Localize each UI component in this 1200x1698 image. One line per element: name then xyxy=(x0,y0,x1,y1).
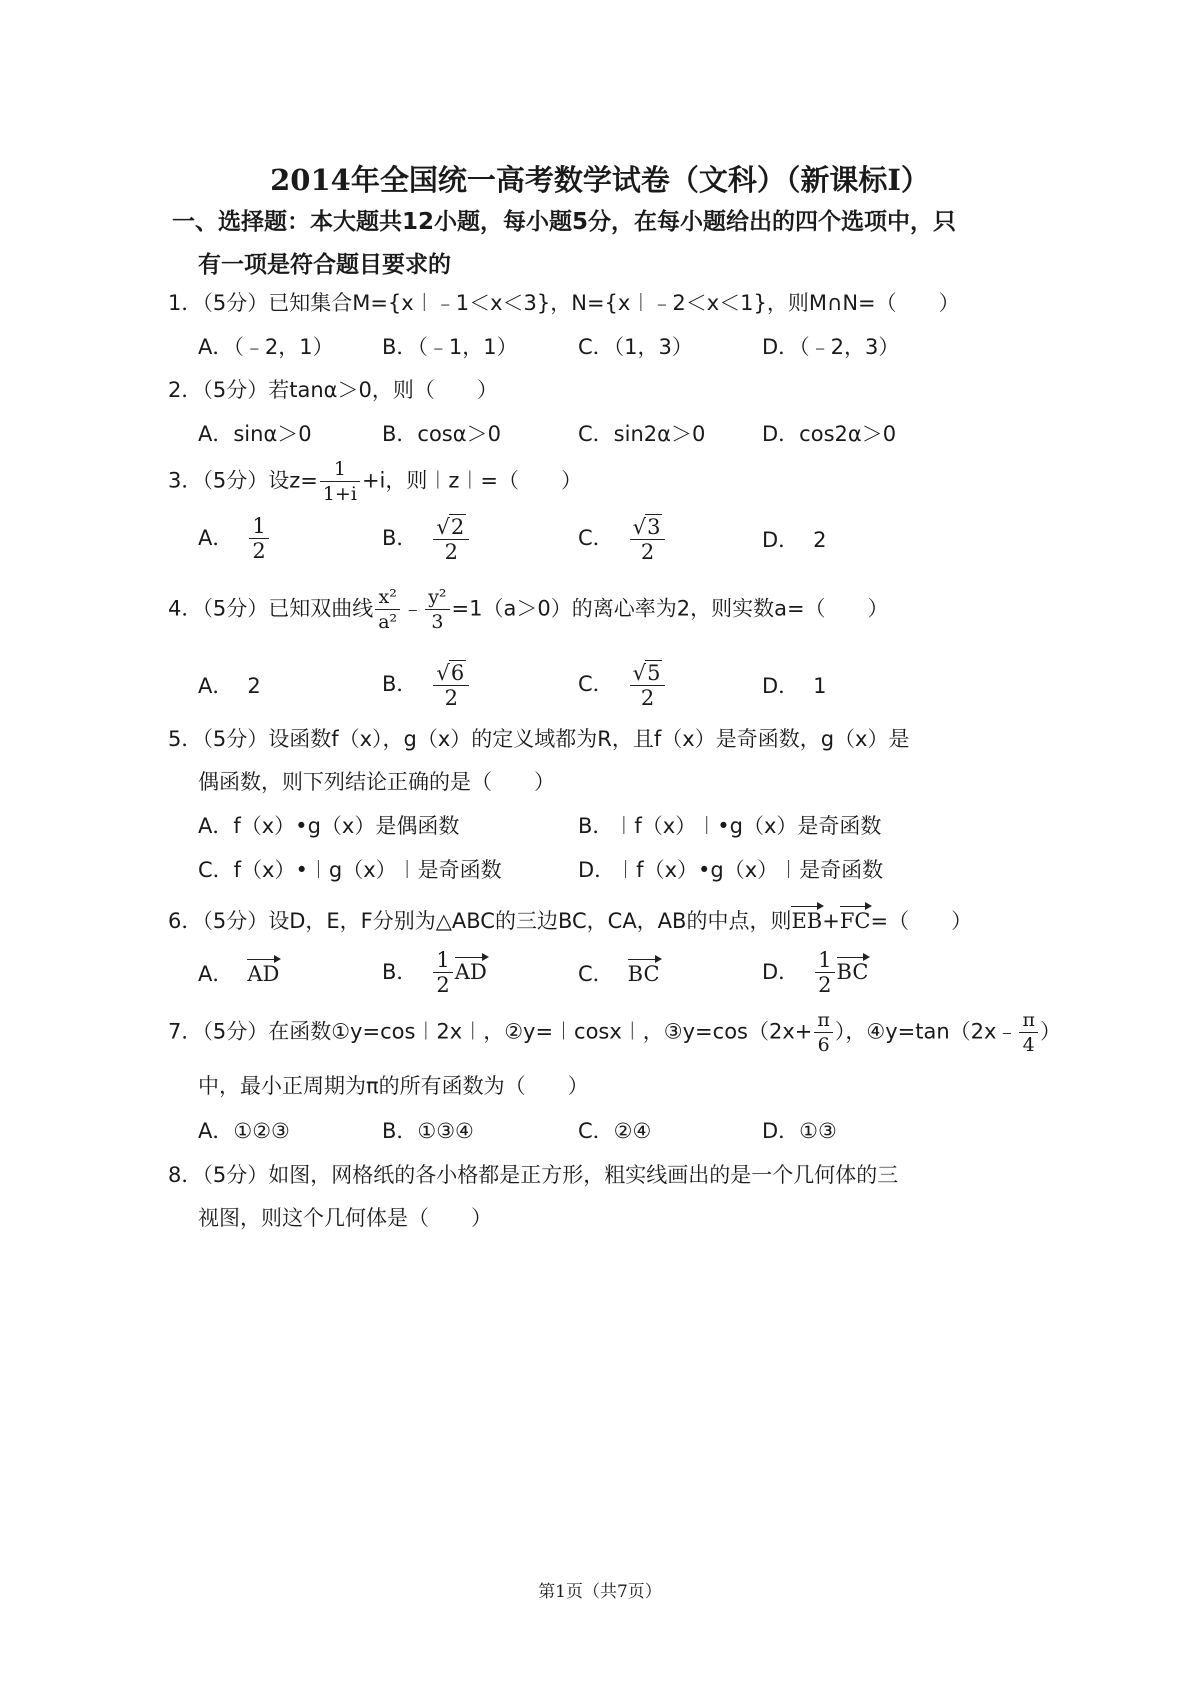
q3-option-c-fraction xyxy=(630,514,666,564)
q5-option-b: B．︱f（x）︱•g（x）是奇函数 xyxy=(578,814,882,838)
q2-option-c: C．sin2α＞0 xyxy=(578,422,706,446)
q4-b-num: √6 xyxy=(433,660,469,686)
q7-option-c: C．②④ xyxy=(578,1119,652,1143)
q4-b-den: 2 xyxy=(444,686,458,710)
q6-c-vector: BC xyxy=(627,962,660,986)
q3-c-den: 2 xyxy=(640,540,655,564)
q3-option-a xyxy=(198,514,271,563)
q6-b-vector: AD xyxy=(454,959,487,984)
q3-option-a-label: A． xyxy=(198,525,234,550)
q4-option-c-label: C． xyxy=(578,672,614,696)
question-8-line1: 8．（5分）如图，网格纸的各小格都是正方形，粗实线画出的是一个几何体的三 xyxy=(168,1163,899,1187)
q4-option-b xyxy=(382,660,471,710)
q4-b-radicand: 6 xyxy=(450,661,465,685)
q7-fraction-1 xyxy=(814,1008,833,1057)
q4-option-b-label: B． xyxy=(382,672,418,696)
question-5-line2: 偶函数，则下列结论正确的是（ ） xyxy=(198,770,555,794)
q7-f1-den: 6 xyxy=(817,1034,830,1056)
q4-option-c-fraction xyxy=(630,660,666,710)
q6-d-den: 2 xyxy=(818,973,832,997)
q5-option-d: D．︱f（x）•g（x）︱是奇函数 xyxy=(578,858,884,882)
q3-frac-num: 1 xyxy=(320,457,360,482)
q2-option-a: A．sinα＞0 xyxy=(198,422,312,446)
q4-option-d-label: D． xyxy=(762,674,800,698)
q6-option-d-label: D． xyxy=(762,959,800,984)
q4-option-c xyxy=(578,660,667,710)
question-3-text xyxy=(168,457,582,506)
q4-c-radicand: 5 xyxy=(647,661,661,685)
q3-b-radicand: 2 xyxy=(450,515,465,539)
q4-option-a xyxy=(198,673,261,699)
question-7-line2: 中，最小正周期为π的所有函数为（ ） xyxy=(198,1074,589,1098)
page-footer: 第1页（共7页） xyxy=(538,1582,662,1602)
q4-f2-num: y² xyxy=(425,585,449,610)
q4-c-num: √5 xyxy=(630,660,666,686)
q6-option-b-label: B． xyxy=(382,959,418,984)
q4-option-b-fraction xyxy=(433,660,469,710)
q6-option-a-label: A． xyxy=(198,962,234,986)
question-4-text xyxy=(168,585,889,634)
q3-b-den: 2 xyxy=(444,540,458,564)
q7-option-a: A．①②③ xyxy=(198,1119,290,1143)
q3-option-d-label: D． xyxy=(762,528,800,552)
page-title: 2014年全国统一高考数学试卷（文科）（新课标Ⅰ） xyxy=(270,163,930,197)
q7-option-b: B．①③④ xyxy=(382,1119,474,1143)
q1-option-b: B．（﹣1，1） xyxy=(382,335,518,359)
question-5-line1: 5．（5分）设函数f（x），g（x）的定义域都为R，且f（x）是奇函数，g（x）是 xyxy=(168,727,910,751)
q6-d-num: 1 xyxy=(815,948,834,973)
question-2-text: 2．（5分）若tanα＞0，则（ ） xyxy=(168,378,498,402)
q3-b-num: √2 xyxy=(433,514,469,540)
q3-option-d-value: 2 xyxy=(813,528,827,552)
q7-f2-num: π xyxy=(1019,1008,1038,1033)
q6-b-den: 2 xyxy=(436,973,450,997)
q3-frac-den: 1+i xyxy=(322,483,357,505)
q7-fraction-2 xyxy=(1019,1008,1038,1057)
q6-b-num: 1 xyxy=(433,948,452,973)
q6-prefix: 6．（5分）设D，E，F分别为△ABC的三边BC，CA，AB的中点，则 xyxy=(168,909,792,933)
q4-option-a-label: A． xyxy=(198,674,234,698)
q7-f2-den: 4 xyxy=(1022,1034,1035,1056)
q3-a-num: 1 xyxy=(249,514,268,539)
q6-option-c xyxy=(578,961,660,987)
q7-f1-num: π xyxy=(814,1008,833,1033)
q4-f2-den: 3 xyxy=(431,611,444,633)
q3-a-den: 2 xyxy=(252,539,266,563)
q4-fraction-2 xyxy=(425,585,449,634)
q1-option-d: D．（﹣2，3） xyxy=(762,335,900,359)
q1-option-a: A．（﹣2，1） xyxy=(198,335,334,359)
section-heading-line1: 一、选择题：本大题共12小题，每小题5分，在每小题给出的四个选项中，只 xyxy=(172,209,957,235)
q4-prefix: 4．（5分）已知双曲线 xyxy=(168,596,374,621)
q5-option-a: A．f（x）•g（x）是偶函数 xyxy=(198,814,460,838)
q6-vector-eb: EB xyxy=(791,909,823,933)
question-8-line2: 视图，则这个几何体是（ ） xyxy=(198,1206,492,1230)
q6-option-d xyxy=(762,948,868,997)
q2-option-d: D．cos2α＞0 xyxy=(762,422,897,446)
q6-a-vector: AD xyxy=(247,962,280,986)
q5-option-c: C．f（x）•︱g（x）︱是奇函数 xyxy=(198,858,502,882)
q4-c-den: 2 xyxy=(640,686,655,710)
q4-minus: ﹣ xyxy=(402,596,424,621)
q7-part3: ） xyxy=(1039,1019,1061,1044)
q6-option-b-fraction xyxy=(433,948,452,997)
q4-f1-num: x² xyxy=(375,585,400,610)
question-1-text: 1．（5分）已知集合M={x︱﹣1＜x＜3}，N={x︱﹣2＜x＜1}，则M∩N=（ ） xyxy=(168,291,960,315)
q4-option-a-value: 2 xyxy=(247,674,261,698)
q7-option-d: D．①③ xyxy=(762,1119,837,1143)
q6-plus: + xyxy=(822,909,840,933)
q3-c-radicand: 3 xyxy=(647,515,661,539)
q3-option-b-label: B． xyxy=(382,526,418,550)
q3-suffix: +i，则︱z︱=（ ） xyxy=(361,468,582,493)
q2-option-b: B．cosα＞0 xyxy=(382,422,501,446)
q3-option-b-fraction xyxy=(433,514,469,564)
q3-option-b xyxy=(382,514,471,564)
q6-option-b xyxy=(382,948,487,997)
q6-vector-fc: FC xyxy=(839,909,871,933)
question-7-line1 xyxy=(168,1008,1061,1057)
q3-option-d xyxy=(762,527,827,553)
q6-option-d-fraction xyxy=(815,948,834,997)
q7-part1: 7．（5分）在函数①y=cos︱2x︱，②y=︱cosx︱，③y=cos（2x+ xyxy=(168,1019,813,1044)
q4-fraction-1 xyxy=(375,585,400,634)
q3-c-num: √3 xyxy=(630,514,666,540)
q6-suffix: =（ ） xyxy=(870,909,973,933)
question-6-text xyxy=(168,908,972,934)
q3-option-c-label: C． xyxy=(578,526,614,550)
q3-fraction xyxy=(320,457,360,506)
q7-part2: ），④y=tan（2x﹣ xyxy=(834,1019,1018,1044)
q3-option-c xyxy=(578,514,667,564)
q3-prefix: 3．（5分）设z= xyxy=(168,468,318,493)
q6-option-a xyxy=(198,961,279,987)
q6-d-vector: BC xyxy=(836,959,869,984)
q4-f1-den: a² xyxy=(378,611,398,633)
q4-option-d xyxy=(762,673,827,699)
q4-suffix: =1（a＞0）的离心率为2，则实数a=（ ） xyxy=(451,596,889,621)
q4-option-d-value: 1 xyxy=(813,674,827,698)
section-heading-line2: 有一项是符合题目要求的 xyxy=(198,252,451,278)
q6-option-c-label: C． xyxy=(578,962,614,986)
q3-option-a-fraction xyxy=(249,514,268,563)
q1-option-c: C．（1，3） xyxy=(578,335,693,359)
